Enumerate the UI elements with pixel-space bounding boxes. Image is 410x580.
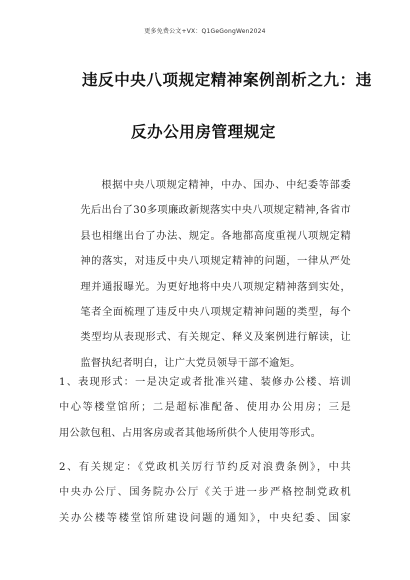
intro-line: 监督执纪者明白，让广大党员领导干部不逾矩。 — [80, 357, 301, 369]
section-1-line: 1、表现形式：一是决定或者批准兴建、装修办公楼、培训 — [59, 377, 351, 388]
intro-paragraph — [59, 173, 351, 376]
title-line-2: 反办公用房管理规定 — [131, 123, 276, 141]
section-2-line: 中央办公厅、国务院办公厅《关于进一步严格控制党政机 — [59, 487, 351, 499]
intro-line: 笔者全面梳理了违反中央八项规定精神问题的类型，每个 — [80, 307, 351, 319]
intro-line: 根据中央八项规定精神，中办、国办、中纪委等部委 — [101, 180, 351, 191]
section-2-line: 2、有关规定：《党政机关厉行节约反对浪费条例》，中共 — [59, 462, 351, 473]
title-line-1: 违反中央八项规定精神案例剖析之九：违 — [82, 71, 372, 89]
section-2-line: 关办公楼等楼堂馆所建设问题的通知》，中央纪委、国家 — [59, 512, 351, 524]
intro-line: 神的落实，对违反中央八项规定精神的问题，一律从严处 — [80, 256, 351, 268]
intro-line: 类型均从表现形式、有关规定、释义及案例进行解读，让 — [80, 332, 351, 344]
section-2-paragraph — [59, 455, 351, 531]
intro-line: 理并通报曝光。为更好地将中央八项规定精神落到实处， — [80, 281, 351, 293]
intro-line: 县也相继出台了办法、规定。各地都高度重视八项规定精 — [80, 230, 351, 242]
section-1-paragraph — [59, 370, 351, 446]
intro-line: 先后出台了30多项廉政新规落实中央八项规定精神,各省市 — [80, 205, 351, 217]
header-note: 更多免费公文+VX：Q1GeGongWen2024 — [144, 28, 266, 35]
section-1-line: 中心等楼堂馆所；二是超标准配备、使用办公用房；三是 — [59, 402, 351, 414]
section-1-line: 用公款包租、占用客房或者其他场所供个人使用等形式。 — [59, 427, 322, 439]
